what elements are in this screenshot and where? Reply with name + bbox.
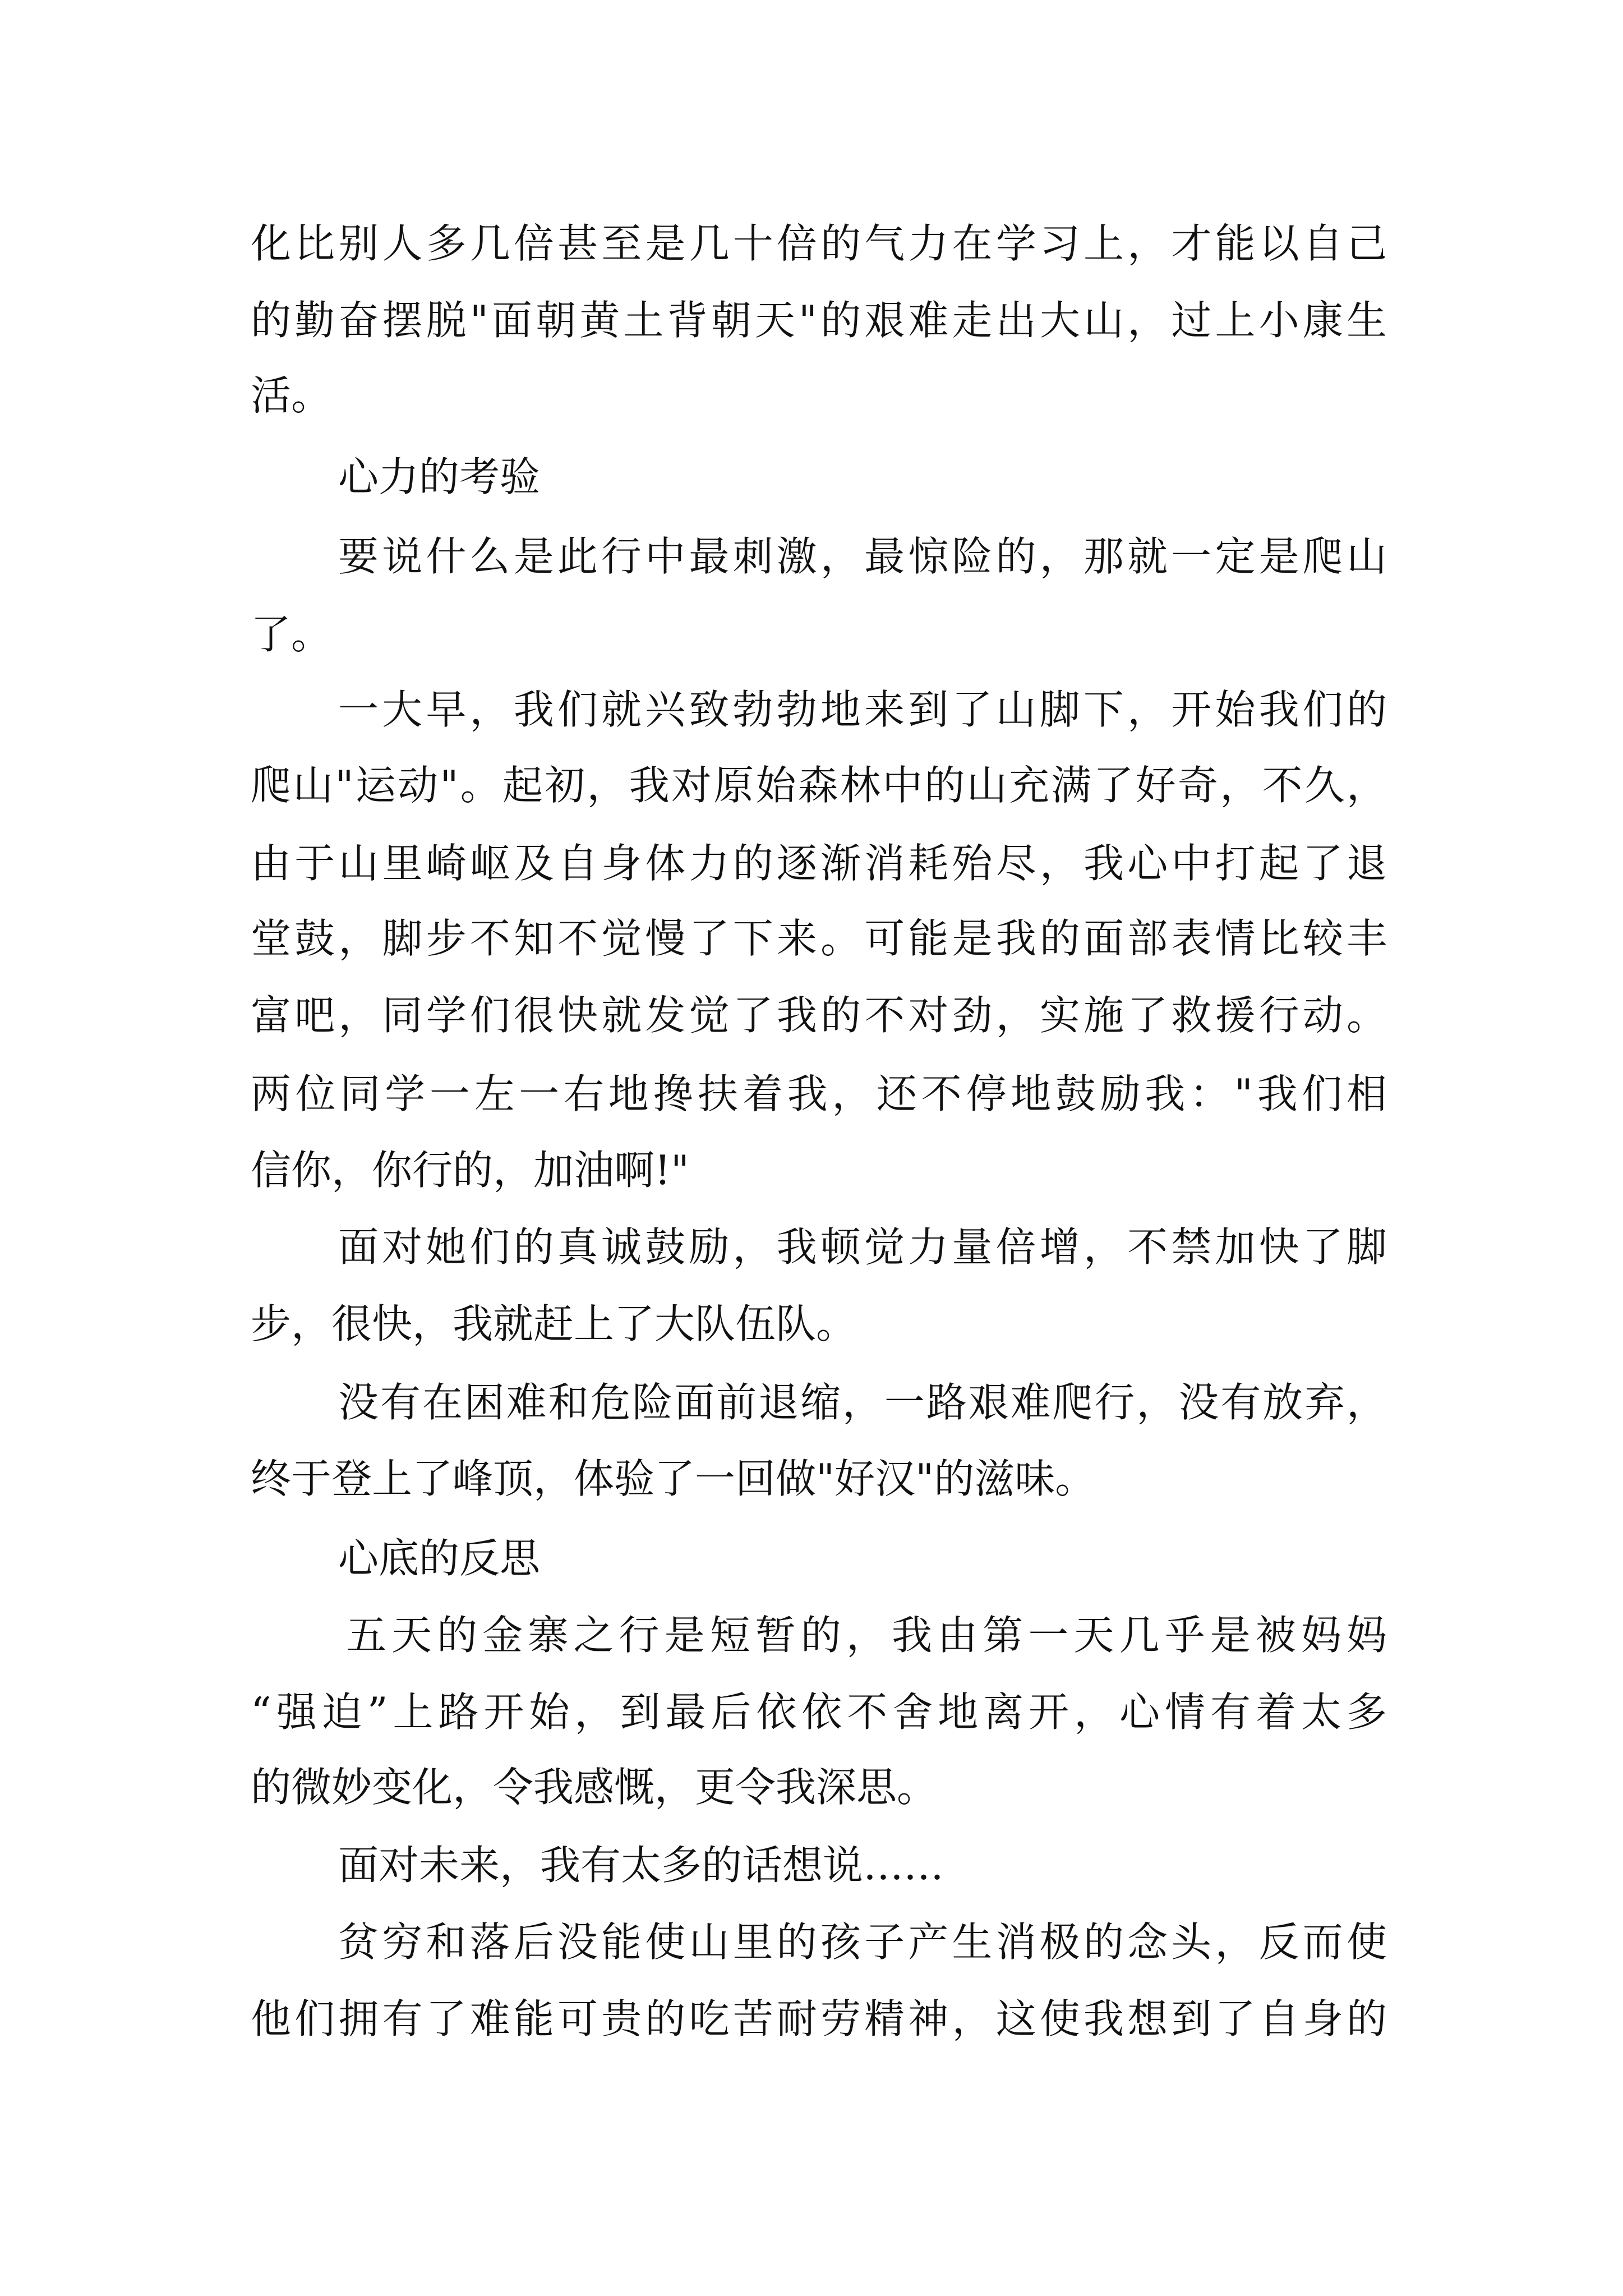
text-line: 堂鼓，脚步不知不觉慢了下来。可能是我的面部表情比较丰 <box>251 915 1387 962</box>
text-line: 的勤奋摆脱"面朝黄土背朝天"的艰难走出大山，过上小康生 <box>251 297 1387 344</box>
section-heading: 心底的反思 <box>338 1535 541 1582</box>
section-heading: 心力的考验 <box>338 453 541 500</box>
text-line: “强迫”上路开始，到最后依依不舍地离开，心情有着太多 <box>251 1688 1387 1736</box>
text-line: 面对她们的真诚鼓励，我顿觉力量倍增，不禁加快了脚 <box>338 1223 1387 1271</box>
text-line: 两位同学一左一右地搀扶着我，还不停地鼓励我："我们相 <box>251 1070 1387 1117</box>
text-line: 面对未来，我有太多的话想说…… <box>338 1842 944 1889</box>
text-line: 没有在困难和危险面前退缩，一路艰难爬行，没有放弃， <box>338 1379 1387 1426</box>
text-line: 五天的金寨之行是短暂的，我由第一天几乎是被妈妈 <box>346 1612 1387 1659</box>
text-line: 信你，你行的，加油啊!" <box>251 1147 690 1194</box>
text-line: 他们拥有了难能可贵的吃苦耐劳精神，这使我想到了自身的 <box>251 1995 1387 2042</box>
text-line: 爬山"运动"。起初，我对原始森林中的山充满了好奇，不久， <box>251 762 1387 809</box>
text-line: 化比别人多几倍甚至是几十倍的气力在学习上，才能以自己 <box>251 220 1387 267</box>
text-line: 贫穷和落后没能使山里的孩子产生消极的念头，反而使 <box>338 1918 1387 1966</box>
text-line: 步，很快，我就赶上了大队伍队。 <box>251 1300 857 1347</box>
text-line: 由于山里崎岖及自身体力的逐渐消耗殆尽，我心中打起了退 <box>251 840 1387 887</box>
text-line: 终于登上了峰顶，体验了一回做"好汉"的滋味。 <box>251 1455 1096 1502</box>
text-line: 一大早，我们就兴致勃勃地来到了山脚下，开始我们的 <box>338 686 1387 733</box>
text-line: 富吧，同学们很快就发觉了我的不对劲，实施了救援行动。 <box>251 992 1387 1039</box>
text-line: 了。 <box>251 611 332 658</box>
text-line: 活。 <box>251 372 332 419</box>
text-line: 的微妙变化，令我感慨，更令我深思。 <box>251 1764 938 1811</box>
text-line: 要说什么是此行中最刺激，最惊险的，那就一定是爬山 <box>338 533 1387 580</box>
